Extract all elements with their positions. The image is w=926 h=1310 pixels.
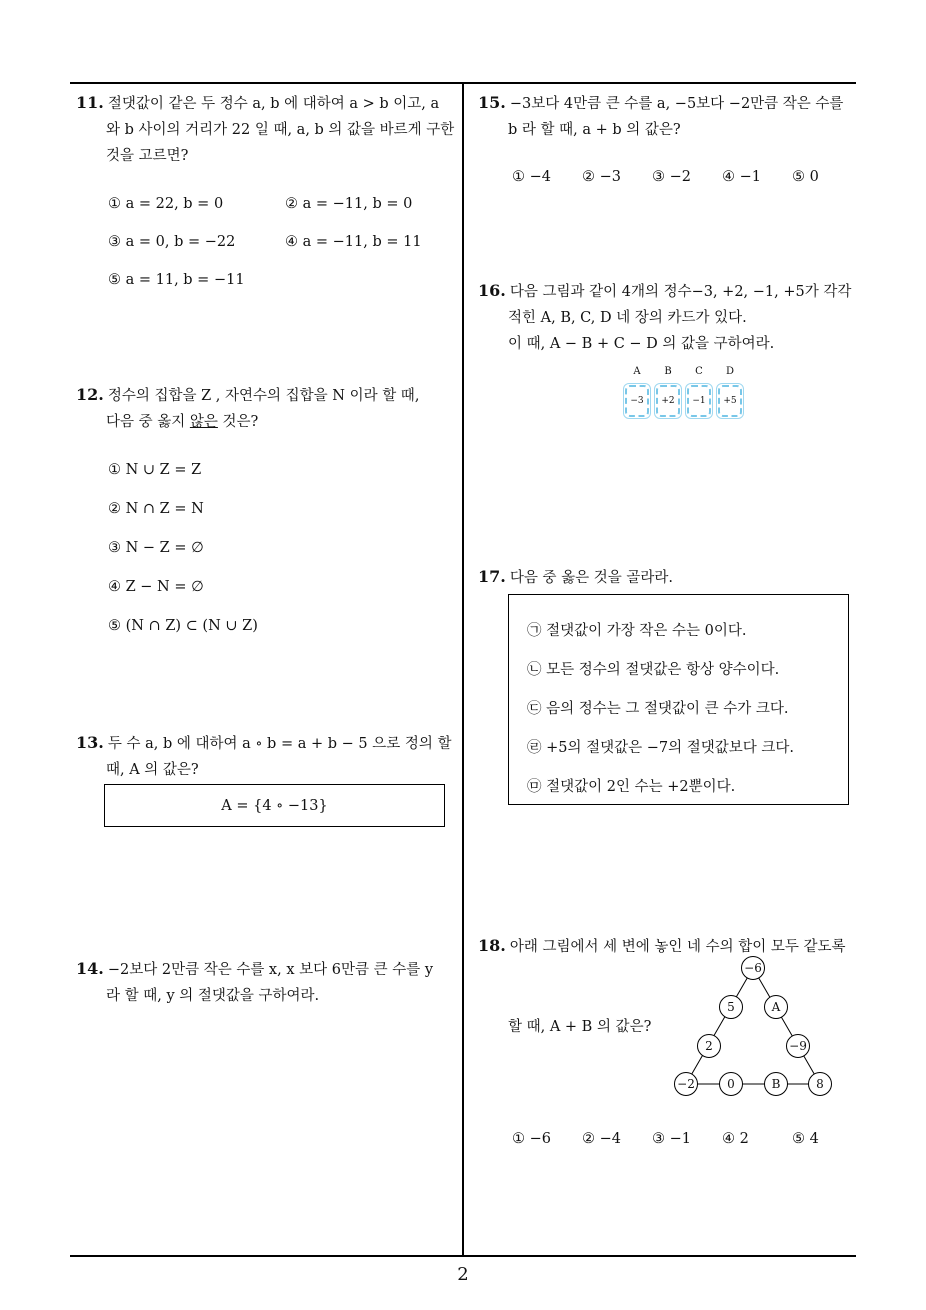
question-number: 18. (478, 936, 506, 955)
question-text: 때, A 의 값은? (106, 762, 199, 778)
statement-2: ㉡ 모든 정수의 절댓값은 항상 양수이다. (527, 662, 780, 678)
statement-3: ㉢ 음의 정수는 그 절댓값이 큰 수가 크다. (527, 701, 789, 717)
card-label: B (664, 366, 672, 377)
box-expression: A = {4 ∘ −13} (221, 797, 328, 814)
option-4[interactable]: ④ −1 (722, 169, 761, 185)
option-5[interactable]: ⑤ 0 (792, 169, 819, 185)
question-text: 두 수 a, b 에 대하여 a ∘ b = a + b − 5 으로 정의 할 (107, 736, 452, 752)
question-text: −2보다 2만큼 작은 수를 x, x 보다 6만큼 큰 수를 y (107, 962, 434, 978)
option-2[interactable]: ② −3 (582, 169, 621, 185)
question-text: 정수의 집합을 Z , 자연수의 집합을 N 이라 할 때, (107, 388, 420, 404)
question-number: 14. (76, 959, 104, 978)
card-value: +5 (718, 385, 742, 417)
question-number: 16. (478, 281, 506, 300)
option-2[interactable]: ② a = −11, b = 0 (285, 196, 413, 212)
option-3[interactable]: ③ −2 (652, 169, 691, 185)
option-5[interactable]: ⑤ a = 11, b = −11 (108, 272, 245, 288)
question-text: 다음 중 옳지 않은 것은? (106, 414, 259, 430)
question-text: 할 때, A + B 의 값은? (508, 1019, 652, 1035)
question-number: 13. (76, 733, 104, 752)
option-2[interactable]: ② N ∩ Z = N (108, 501, 204, 517)
option-1[interactable]: ① N ∪ Z = Z (108, 462, 202, 478)
option-4[interactable]: ④ 2 (722, 1131, 749, 1147)
statement-4: ㉣ +5의 절댓값은 −7의 절댓값보다 크다. (527, 740, 794, 756)
statement-5: ㉤ 절댓값이 2인 수는 +2뿐이다. (527, 779, 736, 795)
question-number: 15. (478, 93, 506, 112)
node-left-2: 2 (697, 1034, 721, 1058)
option-2[interactable]: ② −4 (582, 1131, 621, 1147)
question-text: 아래 그림에서 세 변에 놓인 네 수의 합이 모두 같도록 (509, 939, 846, 955)
card-value: −1 (687, 385, 711, 417)
question-number: 17. (478, 567, 506, 586)
card-label: D (725, 366, 735, 377)
question-text: 것을 고르면? (106, 148, 189, 164)
card-value: −3 (625, 385, 649, 417)
option-3[interactable]: ③ a = 0, b = −22 (108, 234, 236, 250)
card-label: A (633, 366, 641, 377)
question-text: 이 때, A − B + C − D 의 값을 구하여라. (508, 336, 775, 352)
question-text: −3보다 4만큼 큰 수를 a, −5보다 −2만큼 작은 수를 (509, 96, 844, 112)
page-number: 2 (457, 1264, 469, 1285)
underlined-word: 않은 (189, 414, 218, 430)
question-text: 다음 그림과 같이 4개의 정수−3, +2, −1, +5가 각각 (509, 284, 852, 300)
option-3[interactable]: ③ −1 (652, 1131, 691, 1147)
node-top: −6 (741, 956, 765, 980)
question-text: 와 b 사이의 거리가 22 일 때, a, b 의 값을 바르게 구한 (106, 122, 455, 138)
option-3[interactable]: ③ N − Z = ∅ (108, 540, 204, 556)
question-text: 적힌 A, B, C, D 네 장의 카드가 있다. (508, 310, 747, 326)
node-bottom-3: B (764, 1072, 788, 1096)
node-right-2: −9 (786, 1034, 810, 1058)
question-text: 절댓값이 같은 두 정수 a, b 에 대하여 a > b 이고, a (107, 96, 440, 112)
node-bottom-right: 8 (808, 1072, 832, 1096)
node-left-1: 5 (719, 995, 743, 1019)
statement-1: ㉠ 절댓값이 가장 작은 수는 0이다. (527, 623, 747, 639)
question-number: 12. (76, 385, 104, 404)
option-5[interactable]: ⑤ 4 (792, 1131, 819, 1147)
question-number: 11. (76, 93, 104, 112)
card-label: C (695, 366, 703, 377)
option-5[interactable]: ⑤ (N ∩ Z) ⊂ (N ∪ Z) (108, 618, 258, 634)
card-value: +2 (656, 385, 680, 417)
option-4[interactable]: ④ Z − N = ∅ (108, 579, 204, 595)
question-text: 라 할 때, y 의 절댓값을 구하여라. (106, 988, 320, 1004)
option-4[interactable]: ④ a = −11, b = 11 (285, 234, 422, 250)
question-text: b 라 할 때, a + b 의 값은? (508, 122, 681, 138)
question-text: 다음 중 옳은 것을 골라라. (509, 570, 673, 586)
option-1[interactable]: ① −4 (512, 169, 551, 185)
node-right-1: A (764, 995, 788, 1019)
option-1[interactable]: ① −6 (512, 1131, 551, 1147)
node-bottom-left: −2 (674, 1072, 698, 1096)
node-bottom-2: 0 (719, 1072, 743, 1096)
option-1[interactable]: ① a = 22, b = 0 (108, 196, 224, 212)
